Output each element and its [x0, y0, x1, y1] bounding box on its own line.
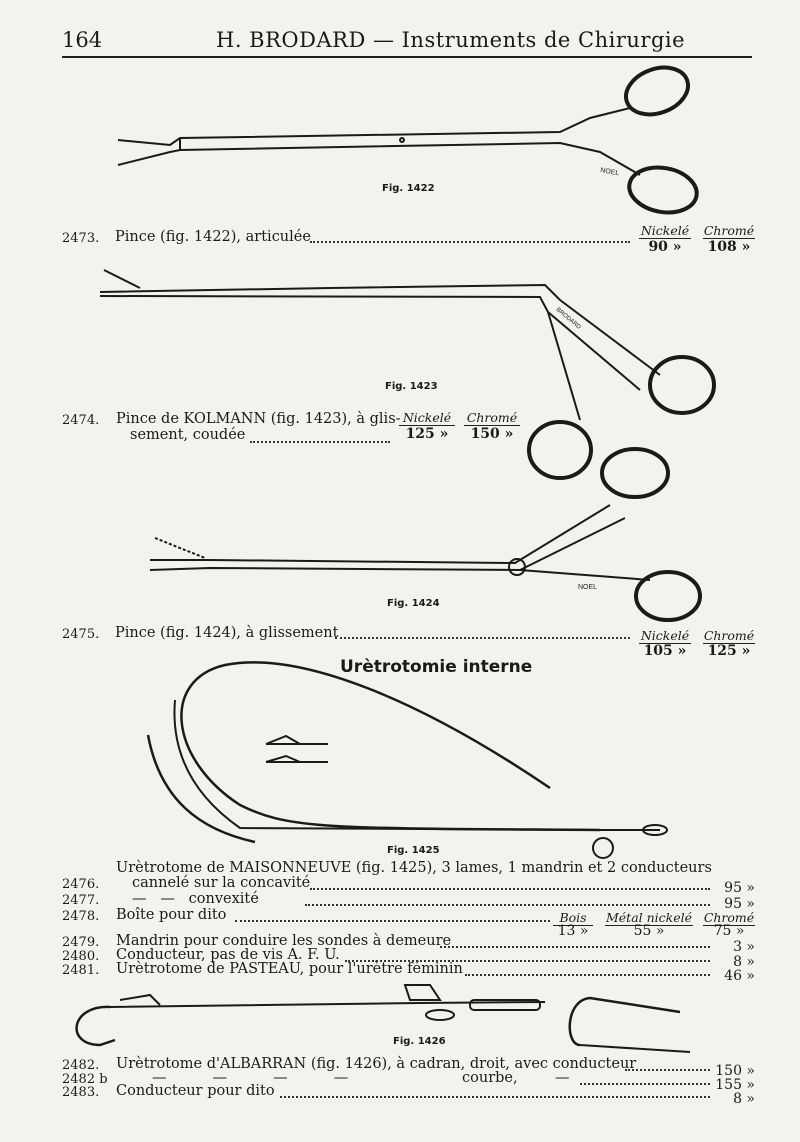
item-2482-description: Urètrotome d'ALBARRAN (fig. 1426), à cadran, droit, avec conducteur [116, 1056, 637, 1072]
item-2475-description: Pince (fig. 1424), à glissement [115, 625, 339, 641]
item-2478-number: 2478. [62, 909, 100, 924]
brodard-stamp-1423: BRODARD [554, 306, 582, 331]
item-2478-price-chrome: 75 » [713, 923, 745, 939]
item-2474-price-chrome: 150 » [470, 426, 514, 442]
item-2480-number: 2480. [62, 949, 100, 964]
item-2481-description: Urètrotome de PASTEAU, pour l'urètre féminin [116, 961, 463, 977]
item-2473-col-nickele: Nickelé [640, 223, 690, 238]
leader-dots [625, 1069, 710, 1071]
figure-caption-1425: Fig. 1425 [387, 845, 440, 856]
item-2480-price: 8 » [733, 954, 755, 970]
leader-dots [280, 1096, 710, 1098]
kolmann-forceps-fig-1423-image [100, 270, 714, 478]
leader-dots [440, 946, 710, 948]
figure-caption-1426: Fig. 1426 [393, 1036, 446, 1047]
item-2478-col-metal-nickele: Métal nickelé [605, 910, 693, 925]
leader-dots [335, 637, 630, 639]
item-2477-price: 95 » [724, 896, 755, 912]
leader-dots [235, 920, 550, 922]
item-2482b-dash: — [555, 1070, 570, 1086]
noel-stamp-1422: NOEL [599, 167, 620, 178]
item-2475-col-chrome: Chromé [703, 628, 755, 643]
item-2479-price: 3 » [733, 939, 755, 955]
noel-stamp-1424: NOEL [578, 584, 598, 591]
item-2474-price-nickele: 125 » [405, 426, 449, 442]
item-2476-description: cannelé sur la concavité [132, 875, 311, 891]
leader-dots [310, 241, 630, 243]
leader-dots [465, 974, 710, 976]
item-2474-description-cont: sement, coudée [130, 427, 246, 443]
item-2475-col-nickele: Nickelé [640, 628, 690, 643]
figure-caption-1424: Fig. 1424 [387, 598, 440, 609]
item-2476-intro: Urètrotome de MAISONNEUVE (fig. 1425), 3 lames, 1 mandrin et 2 conducteurs [116, 860, 712, 876]
item-2482b-description: courbe, [462, 1070, 518, 1086]
figure-caption-1423: Fig. 1423 [385, 381, 438, 392]
item-2483-description: Conducteur pour dito [116, 1083, 275, 1099]
item-2482b-dashes: — — — — [152, 1070, 349, 1086]
item-2483-price: 8 » [733, 1091, 755, 1107]
item-2473-price-nickele: 90 » [648, 239, 682, 255]
urethrotome-fig-1425-image [148, 662, 667, 858]
item-2478-description: Boîte pour dito [116, 907, 227, 923]
item-2480-description: Conducteur, pas de vis A. F. U. [116, 947, 340, 963]
item-2476-price: 95 » [724, 880, 755, 896]
page-title: H. BRODARD — Instruments de Chirurgie [216, 28, 686, 52]
item-2476-number: 2476. [62, 877, 100, 892]
item-2481-price: 46 » [724, 968, 755, 984]
item-2474-number: 2474. [62, 413, 100, 428]
item-2478-price-metal: 55 » [633, 923, 665, 939]
item-2481-number: 2481. [62, 963, 100, 978]
item-2478-price-bois: 13 » [557, 923, 589, 939]
item-2474-col-chrome: Chromé [464, 410, 520, 426]
brodard-stamp-1426: BRODARD [500, 1005, 531, 1011]
section-title: Urètrotomie interne [340, 657, 533, 677]
item-2474-col-nickele: Nickelé [399, 410, 455, 426]
item-2473-description: Pince (fig. 1422), articulée [115, 229, 311, 245]
forceps-fig-1424-image [150, 449, 700, 620]
item-2478-col-bois: Bois [553, 910, 593, 926]
item-2482b-number: 2482 b [62, 1072, 108, 1087]
item-2474-description: Pince de KOLMANN (fig. 1423), à glis- [116, 411, 401, 427]
leader-dots [305, 904, 710, 906]
item-2479-number: 2479. [62, 935, 100, 950]
leader-dots [310, 888, 710, 890]
item-2479-description: Mandrin pour conduire les sondes à demeure [116, 933, 452, 949]
urethrotome-fig-1426-image [77, 985, 690, 1052]
figure-caption-1422: Fig. 1422 [382, 183, 435, 194]
item-2475-price-nickele: 105 » [643, 643, 687, 659]
item-2478-col-chrome: Chromé [703, 910, 755, 925]
item-2483-number: 2483. [62, 1085, 100, 1100]
page-number: 164 [62, 28, 103, 52]
item-2482b-price: 155 » [715, 1077, 755, 1093]
item-2473-col-chrome: Chromé [703, 223, 755, 238]
item-2477-description: — — convexité [132, 891, 259, 907]
item-2473-number: 2473. [62, 231, 100, 246]
item-2477-number: 2477. [62, 893, 100, 908]
item-2482-price: 150 » [715, 1063, 755, 1079]
item-2475-number: 2475. [62, 627, 100, 642]
item-2482-number: 2482. [62, 1058, 100, 1073]
item-2473-price-chrome: 108 » [707, 239, 751, 255]
item-2475-price-chrome: 125 » [707, 643, 751, 659]
leader-dots [580, 1083, 710, 1085]
leader-dots [250, 441, 390, 443]
